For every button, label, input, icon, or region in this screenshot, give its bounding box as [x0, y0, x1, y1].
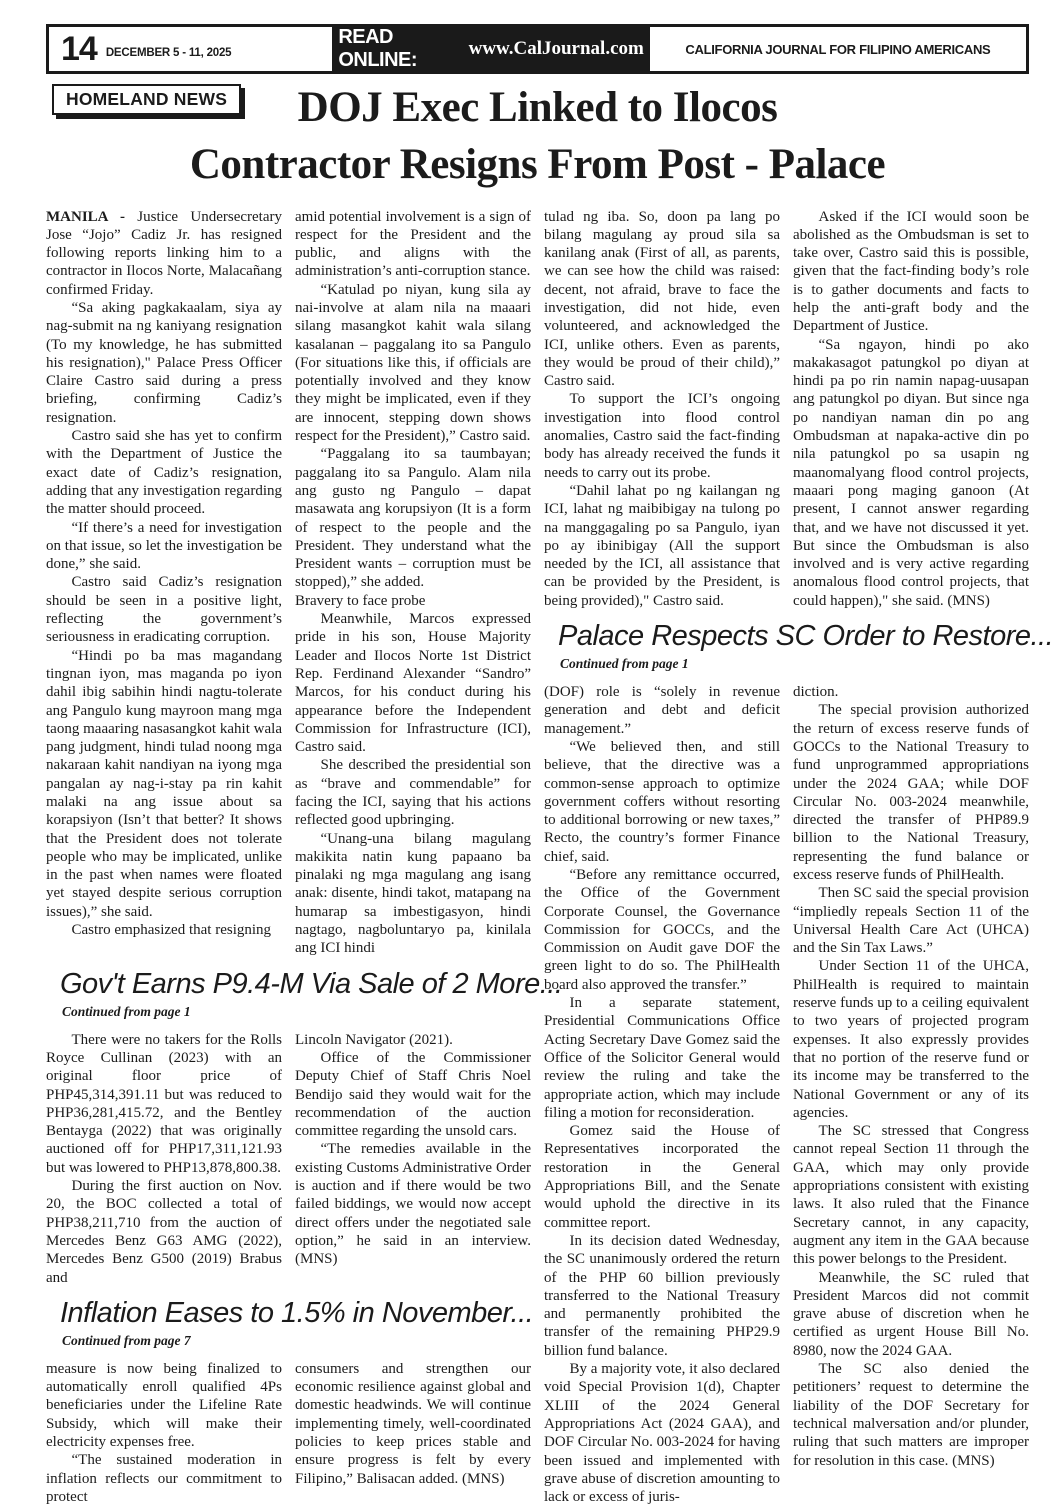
- story-column-2: [295, 1031, 531, 1287]
- paragraph: “Sa aking pagkakaalam, siya ay nag-submit na ng kaniyang resignation (To my knowledge, he has submitted his resignation)," Palace Press Officer Claire Castro said during a press briefing, confirming Cadiz’s resignation.: [46, 299, 282, 427]
- column-paragraphs: [46, 299, 282, 939]
- palace-columns: [544, 683, 1029, 1506]
- paragraph: “The sustained moderation in inflation reflects our commitment to protect: [46, 1451, 282, 1506]
- headline-area: [46, 80, 1029, 194]
- paragraph: Asked if the ICI would soon be abolished as the Ombudsman is set to take over, Castro said this is possible, given that the fact-finding body’s role is to gather documents and facts to help the anti-graft body and the Department of Justice.: [793, 208, 1029, 336]
- paragraph: Castro said Cadiz’s resignation should be seen in a positive light, reflecting the government’s seriousness in eradicating corruption.: [46, 573, 282, 646]
- page-number: 14: [61, 32, 97, 66]
- govt-earns-headline: Gov't Earns P9.4-M Via Sale of 2 More...: [60, 968, 531, 1001]
- paragraph: “Paggalang ito sa taumbayan; paggalang ito sa Pangulo. Alam nila ang gusto ng Pangulo – dapat masawata ang korupsiyon (It is a form of respect to the people and the President. They understand what the President wants – corruption must be stopped),” she added.: [295, 445, 531, 591]
- paragraph: Castro said she has yet to confirm with the Department of Justice the exact date of Cadiz’s resignation, adding that any investigation regarding the matter should proceed.: [46, 427, 282, 518]
- main-story-right-columns: [544, 208, 1029, 611]
- page-body: [46, 208, 1029, 1506]
- paragraph: She described the presidential son as “brave and commendable” for facing the ICI, saying that his actions reflected good upbringing.: [295, 756, 531, 829]
- read-online-banner: [332, 27, 650, 71]
- column-paragraphs: [793, 208, 1029, 611]
- story-column-1: [46, 1031, 282, 1287]
- paragraph: diction.: [793, 683, 1029, 701]
- palace-headline: Palace Respects SC Order to Restore...: [558, 620, 1029, 653]
- inflation-columns: [46, 1360, 531, 1506]
- read-online-url: www.CalJournal.com: [469, 38, 644, 60]
- column-paragraphs: [793, 683, 1029, 1470]
- story-column-3: [544, 208, 780, 611]
- paragraph: tulad ng iba. So, doon pa lang po bilang magulang ay proud sila sa kanilang anak (First of all, as parents, we can see how the child was raised: decent, not afraid, brave to face the investigation, did not hide, even volunteered, and acknowledged the ICI, unlike others. Even as parents, they would be proud of their child),” Castro said.: [544, 208, 780, 391]
- paragraph: “Unang-una bilang magulang makikita natin kung papaano ba pinalaki ng mga magulang ang isang anak: disente, hindi takot, matapang na humarap sa imbestigasyon, hindi nagtago, nagboluntaryo pa, kinilala ang ICI hindi: [295, 830, 531, 958]
- paragraph: Office of the Commissioner Deputy Chief of Staff Chris Noel Bendijo said they would wait for the recommendation of the auction committee regarding the unsold cars.: [295, 1049, 531, 1140]
- paragraph: Under Section 11 of the UHCA, PhilHealth is required to maintain reserve funds up to a ceiling equivalent to two years of projected program expenses. It also expressly provides that no portion of the reserve fund or its income may be transferred to the National Government or any of its agencies.: [793, 957, 1029, 1122]
- paragraph: Bravery to face probe: [295, 592, 531, 610]
- govt-earns-story: [46, 968, 531, 1287]
- paragraph: In a separate statement, Presidential Communications Office Acting Secretary Dave Gomez said the Office of the Solicitor General would review the ruling and take the appropriate action, which may include filing a motion for reconsideration.: [544, 994, 780, 1122]
- paragraph: By a majority vote, it also declared void Special Provision 1(d), Chapter XLIII of the 2024 General Appropriations Act (2024 GAA), and DOF Circular No. 003-2024 for having been issued and implemented with grave abuse of discretion amounting to lack or excess of juris-: [544, 1360, 780, 1506]
- paragraph: “If there’s a need for investigation on that issue, so let the investigation be done,” she said.: [46, 519, 282, 574]
- paragraph: “Hindi po ba mas magandang tingnan iyon, mas maganda po iyon dahil ibig sabihin hindi nagtu-tolerate ang Pangulo kung mayroon mang mga taong maaaring nasasangkot kahit wala pang judgment, hindi tulad noong mga nakaraan kahit nandiyan na iyong mga pangalan ay nag-i-stay pa rin kahit malaki na ang issue about sa korapsiyon (Isn’t that better? It shows that the President does not tolerate people who may be implicated, unlike in the past when names were floated yet stayed despite serious corruption issues),” she said.: [46, 647, 282, 921]
- continued-from-note: Continued from page 1: [62, 1004, 531, 1020]
- column-paragraphs: [295, 1031, 531, 1269]
- paragraph: “Before any remittance occurred, the Office of the Government Corporate Counsel, the Governance Commission for GOCCs, and the Commission on Audit gave DOF the green light to do so. The PhilHealth board also approved the transfer.”: [544, 866, 780, 994]
- paragraph: “The remedies available in the existing Customs Administrative Order is auction and if there would be two failed biddings, we would now accept direct offers under the negotiated sale option,” he said in an interview. (MNS): [295, 1140, 531, 1268]
- story-column-1: [46, 1360, 282, 1506]
- continued-from-note: Continued from page 1: [560, 656, 1029, 672]
- inflation-headline: Inflation Eases to 1.5% in November...: [60, 1297, 531, 1330]
- main-headline-line1: DOJ Exec Linked to Ilocos: [298, 84, 778, 131]
- paragraph: There were no takers for the Rolls Royce Cullinan (2023) with an original floor price of PHP45,314,391.11 but was reduced to PHP36,281,415.72, and the Bentley Bentayga (2022) that was originally auctioned off for PHP17,311,121.93 but was lowered to PHP13,878,800.38.: [46, 1031, 282, 1177]
- story-column-1: [544, 683, 780, 1506]
- column-paragraphs: [46, 1360, 282, 1506]
- story-column-2: [295, 208, 531, 958]
- read-online-label: READ ONLINE:: [338, 26, 459, 72]
- paragraph: “Dahil lahat po ng kailangan ng ICI, lahat ng maibibigay na tulong po na manggagaling po sa Pangulo, iyan po ay ibinibigay (All the support needed by the ICI, all assistance that can be provided by the President, is being provided)," Castro said.: [544, 482, 780, 610]
- main-headline-line2: Contractor Resigns From Post - Palace: [46, 137, 1029, 194]
- section-label: HOMELAND NEWS: [52, 84, 241, 115]
- main-story-left-columns: [46, 208, 531, 958]
- paragraph: The SC stressed that Congress cannot repeal Section 11 through the GAA, which may only provide appropriations consistent with existing laws. It also ruled that the Finance Secretary cannot, in any capacity, augment any item in the GAA because this power belongs to the President.: [793, 1122, 1029, 1268]
- masthead: CALIFORNIA JOURNAL FOR FILIPINO AMERICANS: [650, 27, 1026, 71]
- column-paragraphs: [46, 1031, 282, 1287]
- paragraph: The SC also denied the petitioners’ request to determine the liability of the DOF Secretary for technical malversation and/or plunder, ruling that such matters are improper for resolution in this case. (MNS): [793, 1360, 1029, 1470]
- page-header: [46, 24, 1029, 74]
- inflation-story: [46, 1297, 531, 1506]
- paragraph: amid potential involvement is a sign of respect for the President and the public, and aligns with the administration’s anti-corruption stance.: [295, 208, 531, 281]
- paragraph: In its decision dated Wednesday, the SC unanimously ordered the return of the PHP 60 billion previously transferred to the National Treasury and permanently prohibited the transfer of the remaining PHP29.9 billion fund balance.: [544, 1232, 780, 1360]
- paragraph: Then SC said the special provision “impliedly repeals Section 11 of the Universal Health Care Act (UHCA) and the Sin Tax Laws.”: [793, 884, 1029, 957]
- paragraph: “We believed then, and still believe, that the directive was a common-sense approach to optimize government coffers without resorting to additional borrowing or new taxes,” Recto, the country’s former Finance chief, said.: [544, 738, 780, 866]
- story-column-2: [295, 1360, 531, 1506]
- story-column-2: [793, 683, 1029, 1506]
- column-paragraphs: [295, 1360, 531, 1488]
- column-paragraphs: [544, 208, 780, 611]
- right-half: [544, 208, 1029, 1506]
- paragraph: measure is now being finalized to automatically enroll qualified 4Ps beneficiaries under the Lifeline Rate Subsidy, which will make their electricity expenses free.: [46, 1360, 282, 1451]
- left-half: [46, 208, 531, 1506]
- continued-from-note: Continued from page 7: [62, 1333, 531, 1349]
- paragraph: (DOF) role is “solely in revenue generation and debt and deficit management.”: [544, 683, 780, 738]
- column-paragraphs: [295, 208, 531, 958]
- paragraph: To support the ICI’s ongoing investigation into flood control anomalies, Castro said the fact-finding body has already received the funds it needs to carry out its probe.: [544, 390, 780, 481]
- govt-earns-columns: [46, 1031, 531, 1287]
- header-left: [49, 27, 332, 71]
- lead-paragraph: [46, 208, 282, 299]
- paragraph: Castro emphasized that resigning: [46, 921, 282, 939]
- paragraph: consumers and strengthen our economic resilience against global and domestic headwinds. We will continue implementing timely, well-coordinated policies to keep prices stable and ensure progress is felt by every Filipino,” Balisacan added. (MNS): [295, 1360, 531, 1488]
- palace-story: [544, 620, 1029, 1506]
- story-column-4: [793, 208, 1029, 611]
- paragraph: Lincoln Navigator (2021).: [295, 1031, 531, 1049]
- paragraph: “Katulad po niyan, kung sila ay nai-involve at alam nila na maaari silang masangkot kahit wala silang kasalanan – paggalang ito sa Pangulo (For situations like this, if officials are potentially involved and they know they might be implicated, even if they are innocent, stepping down shows respect for the President),” Castro said.: [295, 281, 531, 446]
- story-column-1: [46, 208, 282, 958]
- dateline: MANILA -: [46, 209, 137, 225]
- paragraph: “Sa ngayon, hindi po ako makakasagot patungkol po diyan at hindi pa po rin namin napag-uusapan ang patungkol po diyan. But since nga po nandiyan naman din po ang Ombudsman at napaka-active din po nila patungkol po sa usapin ng maanomalyang flood control projects, maaari pong maging ganoon (At present, I cannot answer regarding that, and we have not discussed it yet. But since the Ombudsman is also involved and is very active regarding anomalous flood control projects, that could happen)," she said. (MNS): [793, 336, 1029, 610]
- lead-text: Justice Undersecretary Jose “Jojo” Cadiz Jr. has resigned following reports linking him to a contractor in Ilocos Norte, Malacañang confirmed Friday.: [46, 209, 282, 298]
- column-paragraphs: [544, 683, 780, 1506]
- paragraph: The special provision authorized the return of excess reserve funds of GOCCs to the National Treasury to fund unprogrammed appropriations under the 2024 GAA; while DOF Circular No. 003-2024 meanwhile, directed the transfer of PHP89.9 billion to the National Treasury, representing the fund balance or excess reserve funds of PhilHealth.: [793, 701, 1029, 884]
- paragraph: Meanwhile, the SC ruled that President Marcos did not commit grave abuse of discretion when he certified as urgent House Bill No. 8980, now the 2024 GAA.: [793, 1269, 1029, 1360]
- issue-date: DECEMBER 5 - 11, 2025: [106, 39, 232, 59]
- paragraph: Meanwhile, Marcos expressed pride in his son, House Majority Leader and Ilocos Norte 1st District Rep. Ferdinand Alexander “Sandro” Marcos, for his conduct during his appearance before the Independent Commission for Infrastructure (ICI), Castro said.: [295, 610, 531, 756]
- paragraph: During the first auction on Nov. 20, the BOC collected a total of PHP38,211,710 from the auction of Mercedes Benz G63 AMG (2022), Mercedes Benz G500 (2019) Brabus and: [46, 1177, 282, 1287]
- paragraph: Gomez said the House of Representatives incorporated the restoration in the General Appropriations Bill, and the Senate would uphold the directive in its committee report.: [544, 1122, 780, 1232]
